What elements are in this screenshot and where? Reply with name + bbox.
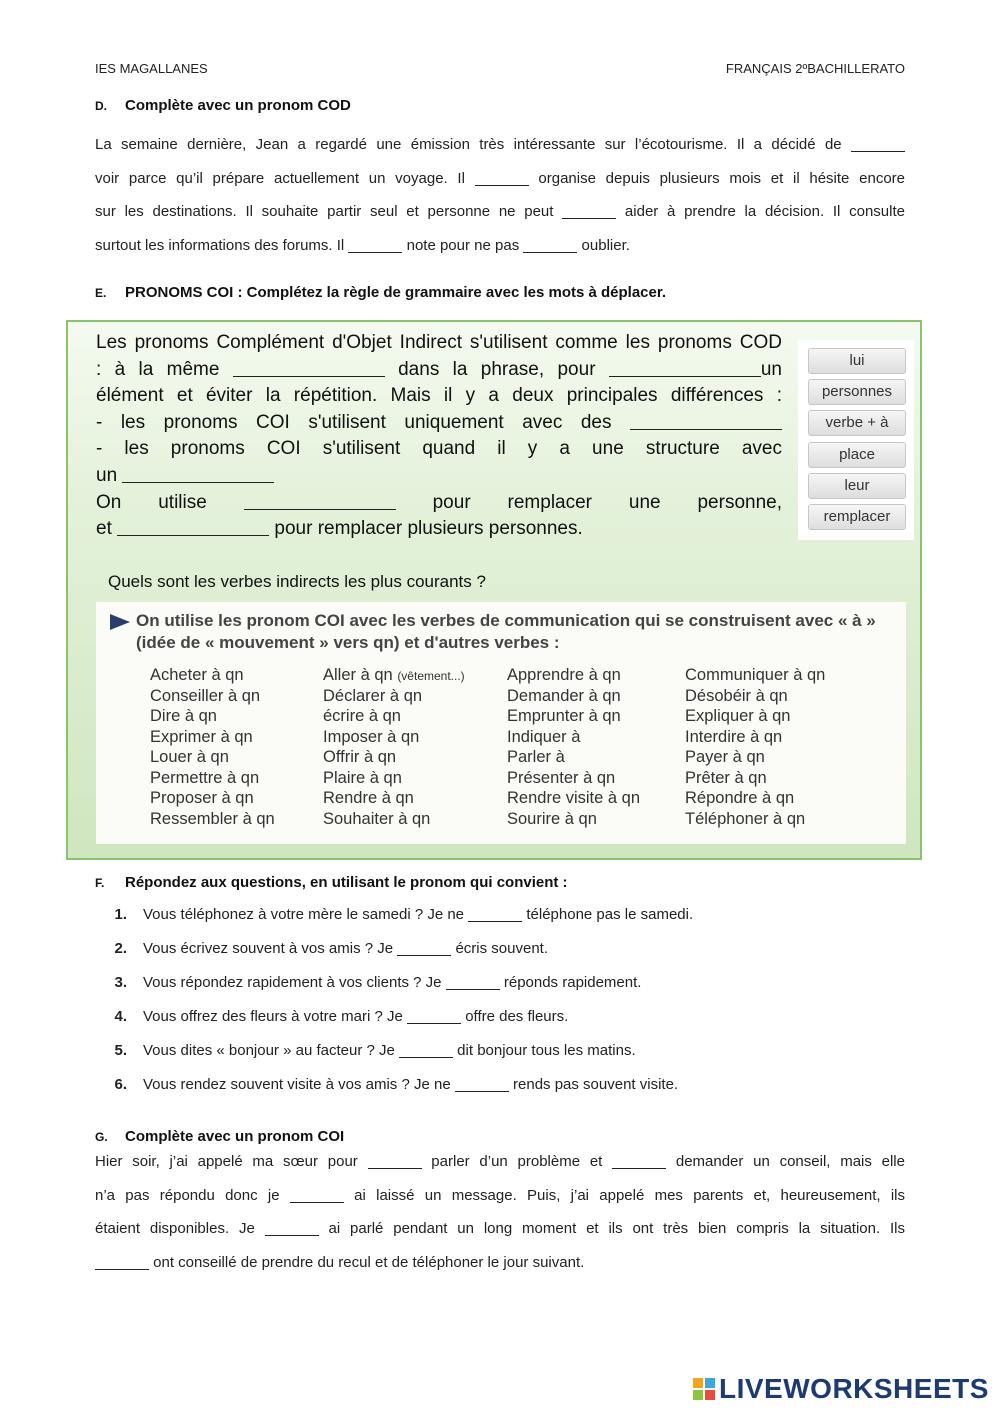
text: ont conseillé de prendre du recul et de téléphoner le jour suivant. <box>149 1253 585 1271</box>
intro-line: On utilise les pronom COI avec les verbes de communication qui se construisent avec « à » <box>136 611 876 630</box>
verbs-column-2 <box>323 665 465 829</box>
school-name: IES MAGALLANES <box>95 61 208 76</box>
verb: Rendre visite à qn <box>507 789 640 807</box>
section-f-title <box>95 874 568 891</box>
text: : à la même <box>96 358 233 380</box>
text: pour remplacer plusieurs personnes. <box>269 518 583 540</box>
verb: Prêter à qn <box>685 768 767 787</box>
item-number: 3. <box>114 974 127 991</box>
text: dans la phrase, pour <box>384 358 609 380</box>
text: demander un conseil, mais elle <box>666 1153 905 1170</box>
answer-blank[interactable] <box>562 204 616 219</box>
verb: Exprimer à qn <box>150 727 253 746</box>
verbs-intro <box>136 610 896 654</box>
verb: Conseiller à qn <box>150 686 261 705</box>
answer-blank[interactable] <box>455 1077 509 1092</box>
draggable-word-lui[interactable]: lui <box>808 348 906 374</box>
section-g-letter: G. <box>95 1130 108 1144</box>
answer-blank[interactable] <box>475 171 529 186</box>
text: Vous dites « bonjour » au facteur ? Je <box>143 1042 400 1059</box>
answer-blank[interactable] <box>468 907 522 922</box>
list-item <box>95 932 905 966</box>
verb: Proposer à qn <box>150 789 254 807</box>
section-d-paragraph <box>95 128 905 262</box>
verb: Plaire à qn <box>323 768 402 787</box>
verb: Répondre à qn <box>685 789 795 807</box>
text: un <box>760 358 782 380</box>
verb: Déclarer à qn <box>323 686 423 705</box>
section-g-title <box>95 1128 344 1145</box>
intro-line: (idée de « mouvement » vers qn) et d'autres verbes : <box>136 633 560 652</box>
section-f-letter: F. <box>95 876 105 890</box>
text: Vous rendez souvent visite à vos amis ? Je ne <box>143 1076 455 1093</box>
text: oublier. <box>577 236 630 254</box>
text: un <box>96 464 123 486</box>
drop-target[interactable] <box>233 359 385 377</box>
verb: Ressembler à qn <box>150 809 275 828</box>
section-e-letter: E. <box>95 286 107 300</box>
answer-blank[interactable] <box>348 238 402 253</box>
verb: Payer à qn <box>685 748 765 766</box>
text: On utilise <box>96 491 244 513</box>
section-g-paragraph <box>95 1145 905 1279</box>
verb: Interdire à qn <box>685 727 783 746</box>
list-item <box>95 1000 905 1034</box>
text: ai parlé pendant un long moment et ils ont très bien compris la situation. Ils <box>318 1220 905 1237</box>
text: organise depuis plusieurs mois et il hésite encore <box>528 169 905 187</box>
text: Vous offrez des fleurs à votre mari ? Je <box>143 1008 408 1025</box>
text: Vous écrivez souvent à vos amis ? Je <box>143 940 398 957</box>
text: aider à prendre la décision. Il consulte <box>616 203 905 220</box>
draggable-word-leur[interactable]: leur <box>808 473 906 499</box>
section-d-letter: D. <box>95 99 107 113</box>
answer-blank[interactable] <box>851 137 905 152</box>
logo-text: LIVEWORKSHEETS <box>719 1373 989 1404</box>
verb: Apprendre à qn <box>507 666 621 684</box>
text: sur les destinations. Il souhaite partir seul et personne ne peut <box>95 203 563 220</box>
verbs-question: Quels sont les verbes indirects les plus courants ? <box>108 572 486 591</box>
verb: Téléphoner à qn <box>685 809 806 828</box>
verbs-column-1 <box>150 665 275 829</box>
grammar-rule-box <box>66 320 922 860</box>
section-f-heading: Répondez aux questions, en utilisant le pronom qui convient : <box>125 874 568 891</box>
text: et <box>96 518 118 540</box>
text: n’a pas répondu donc je <box>95 1186 290 1204</box>
logo-square <box>693 1390 703 1400</box>
word-bank <box>798 340 914 540</box>
verbs-column-4 <box>685 665 825 829</box>
answer-blank[interactable] <box>290 1188 344 1203</box>
answer-blank[interactable] <box>407 1009 461 1024</box>
answer-blank[interactable] <box>446 975 500 990</box>
list-item <box>95 966 905 1000</box>
verb: Emprunter à qn <box>507 707 621 725</box>
verb: Indiquer à <box>507 727 581 746</box>
draggable-word-place[interactable]: place <box>808 442 906 468</box>
verbs-column-3 <box>507 665 640 829</box>
verb: Présenter à qn <box>507 768 616 787</box>
text: voir parce qu’il prépare actuellement un voyage. Il <box>95 169 475 187</box>
grammar-rule-text <box>96 330 782 543</box>
item-number: 6. <box>114 1076 127 1093</box>
item-number: 2. <box>114 940 127 957</box>
question-list <box>95 898 905 1102</box>
text: - les pronoms COI s'utilisent uniquement avec des <box>96 411 630 433</box>
answer-blank[interactable] <box>95 1255 149 1270</box>
verb: Désobéir à qn <box>685 686 788 705</box>
text: surtout les informations des forums. Il <box>95 236 349 254</box>
text: étaient disponibles. Je <box>95 1220 265 1237</box>
text: La semaine dernière, Jean a regardé une émission très intéressante sur l’écotourisme. Il a décidé de <box>95 136 851 153</box>
rule-line: Les pronoms Complément d'Objet Indirect s'utilisent comme les pronoms COD <box>96 332 782 353</box>
list-item <box>95 1034 905 1068</box>
answer-blank[interactable] <box>399 1043 453 1058</box>
verb: Dire à qn <box>150 707 217 725</box>
text: réponds rapidement. <box>499 974 642 991</box>
section-g-heading: Complète avec un pronom COI <box>125 1128 345 1145</box>
verb: Imposer à qn <box>323 727 420 746</box>
verb: Acheter à qn <box>150 666 244 684</box>
draggable-word-personnes[interactable]: personnes <box>808 379 906 405</box>
text: parler d’un problème et <box>421 1153 613 1170</box>
text: Vous répondez rapidement à vos clients ? Je <box>143 974 446 991</box>
text: ai laissé un message. Puis, j’ai appelé mes parents et, heureusement, ils <box>343 1186 905 1204</box>
section-d-heading: Complète avec un pronom COD <box>125 97 351 114</box>
section-d-title <box>95 97 351 114</box>
verbs-table <box>96 602 906 844</box>
course-name: FRANÇAIS 2ºBACHILLERATO <box>725 61 905 76</box>
text: rends pas souvent visite. <box>508 1076 679 1093</box>
text: dit bonjour tous les matins. <box>453 1042 636 1059</box>
verb: Rendre à qn <box>323 789 414 807</box>
verb: Demander à qn <box>507 686 621 705</box>
verb: Louer à qn <box>150 748 229 766</box>
arrow-icon <box>110 614 130 630</box>
answer-blank[interactable] <box>612 1154 666 1169</box>
text: offre des fleurs. <box>461 1008 569 1025</box>
drop-target[interactable] <box>244 492 396 510</box>
verb: Permettre à qn <box>150 768 260 787</box>
section-e-heading: PRONOMS COI : Complétez la règle de grammaire avec les mots à déplacer. <box>125 284 667 301</box>
logo-square <box>705 1390 715 1400</box>
drop-target[interactable] <box>117 518 269 536</box>
text: Vous téléphonez à votre mère le samedi ? Je ne <box>143 906 469 923</box>
drop-target[interactable] <box>122 465 274 483</box>
logo-square <box>705 1378 715 1388</box>
text: écris souvent. <box>451 940 549 957</box>
verb: Offrir à qn <box>323 748 397 766</box>
answer-blank[interactable] <box>265 1221 319 1236</box>
rule-line: élément et éviter la répétition. Mais il y a deux principales différences : <box>96 385 782 407</box>
answer-blank[interactable] <box>368 1154 422 1169</box>
text: téléphone pas le samedi. <box>522 906 694 923</box>
verb: Communiquer à qn <box>685 666 826 684</box>
item-number: 1. <box>114 906 127 923</box>
list-item <box>95 1068 905 1102</box>
logo-square <box>693 1378 703 1388</box>
drop-target[interactable] <box>630 412 782 430</box>
drop-target[interactable] <box>609 359 761 377</box>
section-e-title <box>95 284 666 301</box>
verb: écrire à qn <box>323 707 401 725</box>
item-number: 5. <box>114 1042 127 1059</box>
answer-blank[interactable] <box>397 941 451 956</box>
logo-icon <box>693 1378 715 1400</box>
verb: Souhaiter à qn <box>323 809 431 828</box>
verb: Aller à qn <box>323 666 393 684</box>
verb: Sourire à qn <box>507 809 597 828</box>
answer-blank[interactable] <box>523 238 577 253</box>
draggable-word-remplacer[interactable]: remplacer <box>808 504 906 530</box>
verb: Expliquer à qn <box>685 707 791 725</box>
draggable-word-verbe-a[interactable]: verbe + à <box>808 410 906 436</box>
verb-note: (vêtement...) <box>397 669 465 683</box>
text: note pour ne pas <box>402 236 524 254</box>
text: Hier soir, j’ai appelé ma sœur pour <box>95 1153 368 1170</box>
verb: Parler à <box>507 748 565 766</box>
rule-line: - les pronoms COI s'utilisent quand il y a une structure avec <box>96 438 782 460</box>
item-number: 4. <box>114 1008 127 1025</box>
text: pour remplacer une personne, <box>395 491 782 513</box>
list-item <box>95 898 905 932</box>
